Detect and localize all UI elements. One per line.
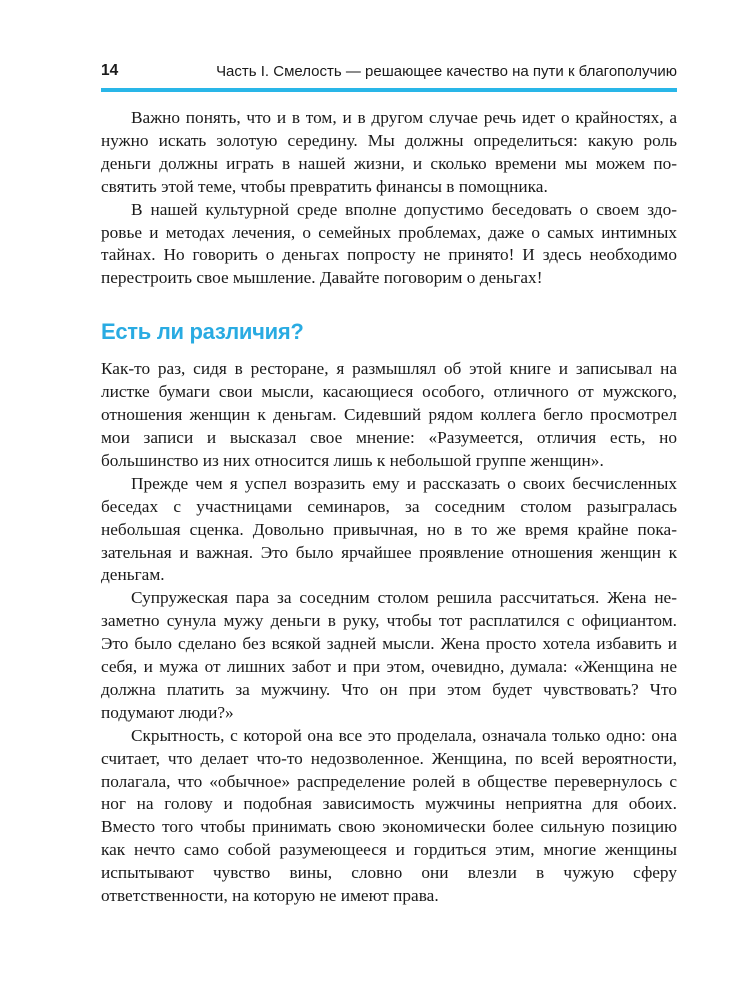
header-rule (101, 88, 677, 92)
body-paragraph: Прежде чем я успел возразить ему и рассказать о своих бесчисленных беседах с участницами семинаров, за соседним столом разыгралась небольшая сценка. Довольно привычная, но в то же время крайне показательная и важная. Это было ярчайшее проявление отношения женщин к деньгам. (101, 473, 677, 585)
body-paragraph: Важно понять, что и в том, и в другом случае речь идет о крайностях, а нужно искать золотую середину. Мы должны определиться: какую роль деньги должны играть в нашей жизни, и сколько времени мы можем посвятить этой теме, чтобы превратить финансы в помощника. (101, 108, 677, 196)
running-head-title: Часть I. Смелость — решающее качество на пути к благополучию (216, 63, 677, 80)
body-paragraph: Скрытность, с которой она все это проделала, означала только одно: она считает, что делает что-то недозволенное. Женщина, по всей вероятности, полагала, что «обычное» распределение ролей в обществе перевернулось с ног на голову и подобная зависимость мужчины неприятна для обоих. Вместо того чтобы принимать свою экономически более сильную позицию как нечто само собой разумеющееся и гордиться этим, многие женщины испытывают чувство вины, словно они влезли в чужую сферу ответственности, на которую не имеют права. (101, 725, 677, 906)
section-heading: Есть ли различия? (101, 319, 304, 345)
body-paragraph: Как-то раз, сидя в ресторане, я размышлял об этой книге и записывал на листке бумаги свои мысли, касающиеся особого, отличного от мужского, отношения женщин к деньгам. Сидевший рядом коллега бегло просмотрел мои записи и высказал свое мнение: «Разумеется, отличия есть, но большинство из них относится лишь к небольшой группе женщин». (101, 359, 677, 470)
body-paragraph: В нашей культурной среде вполне допустимо беседовать о своем здоровье и методах лечения, о семейных проблемах, даже о самых интимных тайнах. Но говорить о деньгах попросту не принято! И здесь необходимо перестроить свое мышление. Давайте поговорим о деньгах! (101, 199, 677, 288)
page-number: 14 (101, 62, 119, 79)
page-body (101, 107, 677, 908)
body-paragraph: Супружеская пара за соседним столом решила рассчитаться. Жена незаметно сунула мужу деньги в руку, чтобы тот расплатился с официантом. Это было сделано без всякой задней мысли. Жена просто хотела избавить и себя, и мужа от лишних забот и при этом, очевидно, думала: «Женщина не должна платить за мужчину. Что он при этом будет чувствовать? Что подумают люди?» (101, 588, 677, 722)
